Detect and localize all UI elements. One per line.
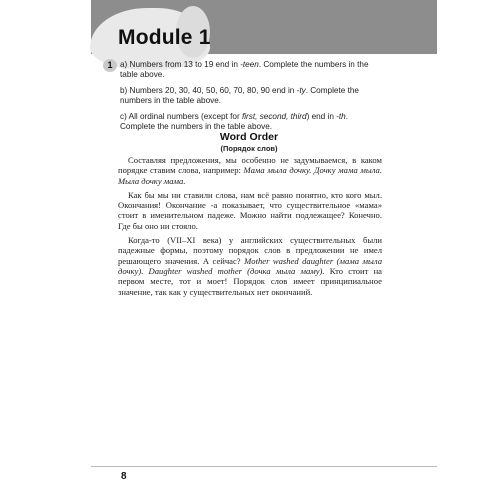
section-subtitle: (Порядок слов) xyxy=(220,144,278,153)
paragraph-2: Как бы мы ни ставили слова, нам всё равно понятно, кто кого мыл. Окончания! Окончание -а показывает, что существительное «мама» стоит в именительном падеже. Можно найти подлежащее? Конечно. Где бы оно ни стояло. xyxy=(118,189,382,231)
page-number: 8 xyxy=(121,471,127,482)
module-title: Module 1 xyxy=(118,26,211,49)
exercise-item-a: a) Numbers from 13 to 19 end in -teen. Complete the numbers in the table above. xyxy=(120,60,369,79)
paragraph-1: Составляя предложения, мы особенно не задумываемся, в каком порядке ставим слова, например: Мама мыла дочку. Дочку мама мыла. Мыла дочку мама. xyxy=(118,155,382,186)
exercise-instructions xyxy=(120,60,380,138)
exercise-number-badge: 1 xyxy=(103,59,117,72)
exercise-item-c: c) All ordinal numbers (except for first, second, third) end in -th. Complete the numbers in the table above. xyxy=(120,112,349,131)
footer-divider xyxy=(91,466,437,467)
section-title: Word Order xyxy=(219,131,279,143)
section-body xyxy=(118,155,382,301)
paragraph-3: Когда-то (VII–XI века) у английских существительных были падежные формы, поэтому порядок слов в предложении не имел решающего значения. А сейчас? Mother washed daughter (мама мыла дочку). Daughter washed mother (дочка мыла маму). Кто стоит на первом месте, тот и моет! Порядок слов имеет принципиальное значение, так как у существительных нет окончаний. xyxy=(118,235,382,297)
exercise-item-b: b) Numbers 20, 30, 40, 50, 60, 70, 80, 90 end in -ty. Complete the numbers in the table above. xyxy=(120,86,359,105)
